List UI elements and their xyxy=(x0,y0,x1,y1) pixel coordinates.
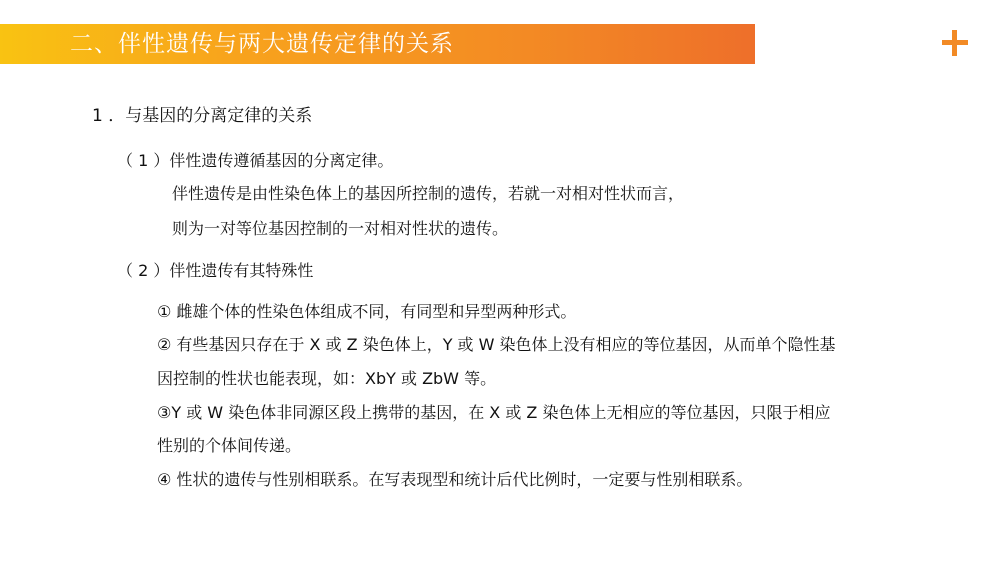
page-title: 二、伴性遗传与两大遗传定律的关系 xyxy=(70,31,454,57)
plus-icon xyxy=(942,30,968,56)
body-text: 则为一对等位基因控制的一对相对性状的遗传。 xyxy=(172,219,509,238)
list-item-continuation: 因控制的性状也能表现，如：XbY 或 ZbW 等。 xyxy=(157,369,497,388)
sub-heading-2: （ 2 ）伴性遗传有其特殊性 xyxy=(117,261,314,280)
list-item: ③Y 或 W 染色体非同源区段上携带的基因，在 X 或 Z 染色体上无相应的等位基因，只限于相应 xyxy=(157,403,831,422)
body-text: 伴性遗传是由性染色体上的基因所控制的遗传，若就一对相对性状而言， xyxy=(172,184,685,203)
section-heading: 1 ．与基因的分离定律的关系 xyxy=(92,106,313,126)
list-item-continuation: 性别的个体间传递。 xyxy=(157,436,302,455)
list-item: ④ 性状的遗传与性别相联系。在写表现型和统计后代比例时，一定要与性别相联系。 xyxy=(157,470,753,489)
sub-heading-1: （ 1 ）伴性遗传遵循基因的分离定律。 xyxy=(117,151,394,170)
list-item: ① 雌雄个体的性染色体组成不同，有同型和异型两种形式。 xyxy=(157,302,577,321)
list-item: ② 有些基因只存在于 X 或 Z 染色体上，Y 或 W 染色体上没有相应的等位基因，从而单个隐性基 xyxy=(157,335,836,354)
